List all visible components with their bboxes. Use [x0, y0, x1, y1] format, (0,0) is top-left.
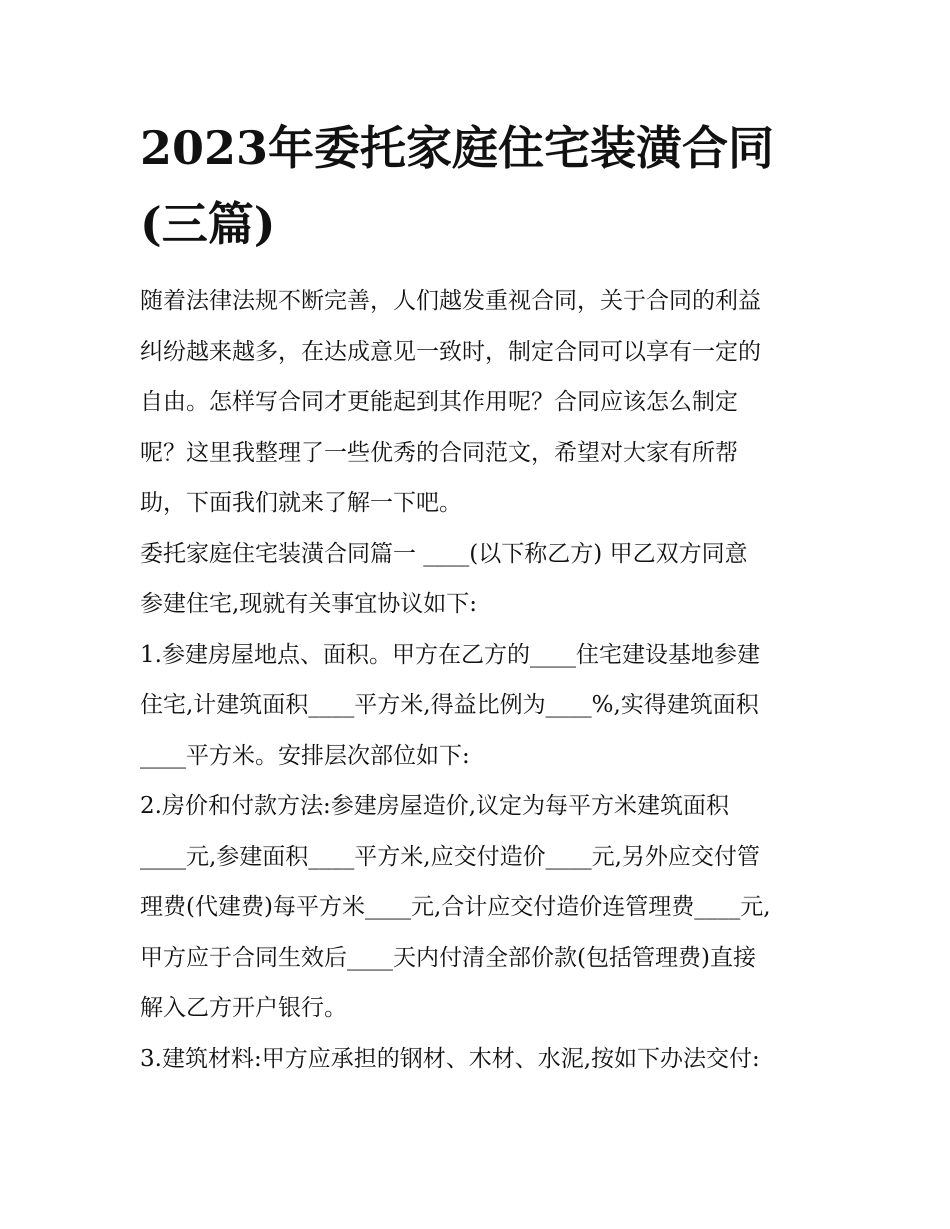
title-line: (三篇)	[140, 197, 276, 251]
text-line: 助，下面我们就来了解一下吧。	[140, 490, 462, 516]
text-line: ____元,参建面积____平方米,应交付造价____元,另外应交付管	[140, 843, 760, 870]
text-line: 3.建筑材料:甲方应承担的钢材、木材、水泥,按如下办法交付:	[140, 1045, 760, 1072]
text-line: 纠纷越来越多，在达成意见一致时，制定合同可以享有一定的	[140, 338, 761, 365]
clause-2	[140, 781, 820, 1034]
contract-heading-paragraph	[140, 529, 820, 630]
text-line: 参建住宅,现就有关事宜协议如下:	[140, 591, 478, 617]
text-line: 2.房价和付款方法:参建房屋造价,议定为每平方米建筑面积	[140, 793, 730, 819]
text-line: 住宅,计建筑面积____平方米,得益比例为____%,实得建筑面积	[140, 692, 759, 718]
text-line: 解入乙方开户银行。	[140, 995, 347, 1021]
text-line: 呢？这里我整理了一些优秀的合同范文，希望对大家有所帮	[140, 439, 738, 466]
clause-1	[140, 630, 820, 782]
text-line: 委托家庭住宅装潢合同篇一 ____(以下称乙方) 甲乙双方同意	[140, 540, 748, 567]
document-body	[140, 276, 820, 1084]
text-line: 1.参建房屋地点、面积。甲方在乙方的____住宅建设基地参建	[140, 641, 760, 668]
text-line: 自由。怎样写合同才更能起到其作用呢？合同应该怎么制定	[140, 389, 738, 415]
text-line: 理费(代建费)每平方米____元,合计应交付造价连管理费____元,	[140, 894, 771, 920]
intro-paragraph	[140, 276, 820, 529]
title-line: 2023年委托家庭住宅装潢合同	[140, 121, 775, 175]
clause-3	[140, 1034, 820, 1085]
text-line: ____平方米。安排层次部位如下:	[140, 742, 470, 769]
text-line: 甲方应于合同生效后____天内付清全部价款(包括管理费)直接	[140, 944, 756, 971]
document-title	[140, 110, 820, 262]
text-line: 随着法律法规不断完善，人们越发重视合同，关于合同的利益	[140, 288, 761, 314]
